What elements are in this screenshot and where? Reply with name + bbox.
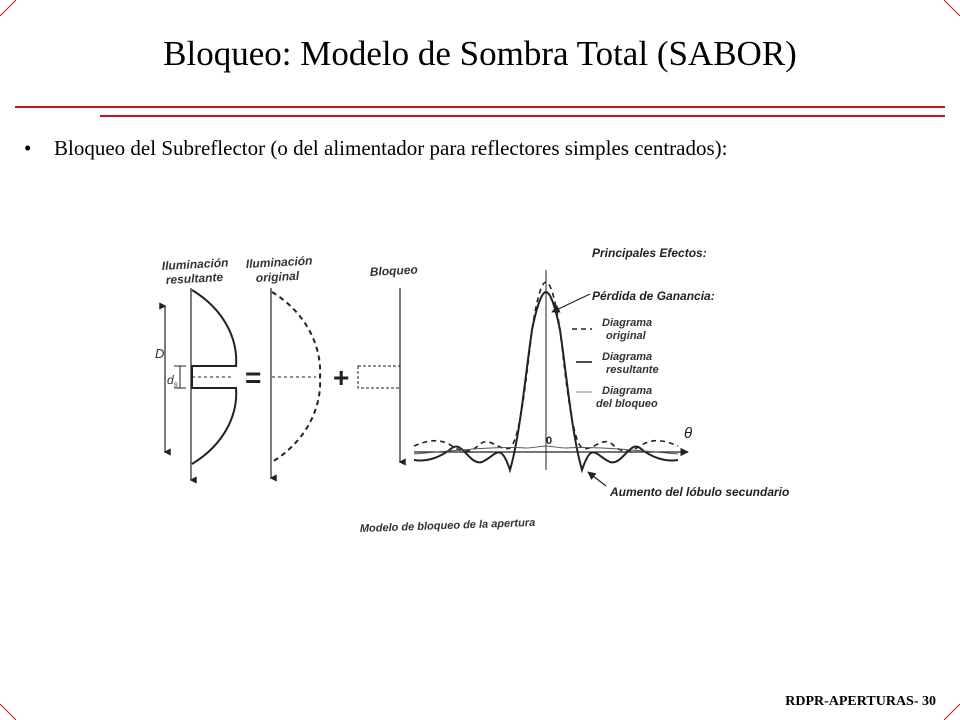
gain-loss-arrow [552, 294, 590, 312]
slide-footer: RDPR-APERTURAS- 30 [785, 694, 936, 709]
label-resultant-line2: resultante [165, 270, 224, 287]
bullet-text: Bloqueo del Subreflector (o del alimentador para reflectores simples centrados): [54, 136, 728, 160]
effects-title: Principales Efectos: [592, 246, 707, 260]
plus-sign: + [333, 362, 350, 393]
blocking-sketch [358, 288, 400, 462]
sidelobe-arrow [588, 472, 606, 486]
legend-original-line2: original [606, 330, 646, 342]
figure-caption: Modelo de bloqueo de la apertura [359, 516, 536, 535]
gain-loss-label: Pérdida de Ganancia: [592, 289, 715, 303]
label-blocking: Bloqueo [369, 262, 419, 279]
legend-resultant-line2: resultante [606, 364, 659, 376]
label-ds [167, 373, 178, 389]
slide-title: Bloqueo: Modelo de Sombra Total (SABOR) [163, 34, 797, 73]
legend-blocking-line1: Diagrama [602, 385, 653, 397]
pattern-legend [572, 317, 659, 410]
sidelobe-label: Aumento del lóbulo secundario [610, 485, 790, 499]
theta-label: θ [684, 425, 693, 442]
legend-original-line1: Diagrama [602, 317, 653, 329]
zero-label: 0 [546, 435, 553, 447]
label-original-line2: original [255, 268, 300, 285]
original-illumination-sketch [271, 288, 320, 478]
label-original-line1: Iluminación [245, 253, 313, 271]
label-resultant-line1: Iluminación [161, 255, 229, 273]
legend-resultant-line1: Diagrama [602, 351, 653, 363]
label-ds-s: s [173, 380, 178, 389]
legend-blocking-line2: del bloqueo [596, 398, 658, 410]
equals-sign: = [245, 362, 262, 393]
label-D: D [155, 346, 165, 361]
bullet-icon: • [24, 136, 32, 160]
label-ds-d: d [167, 373, 174, 387]
